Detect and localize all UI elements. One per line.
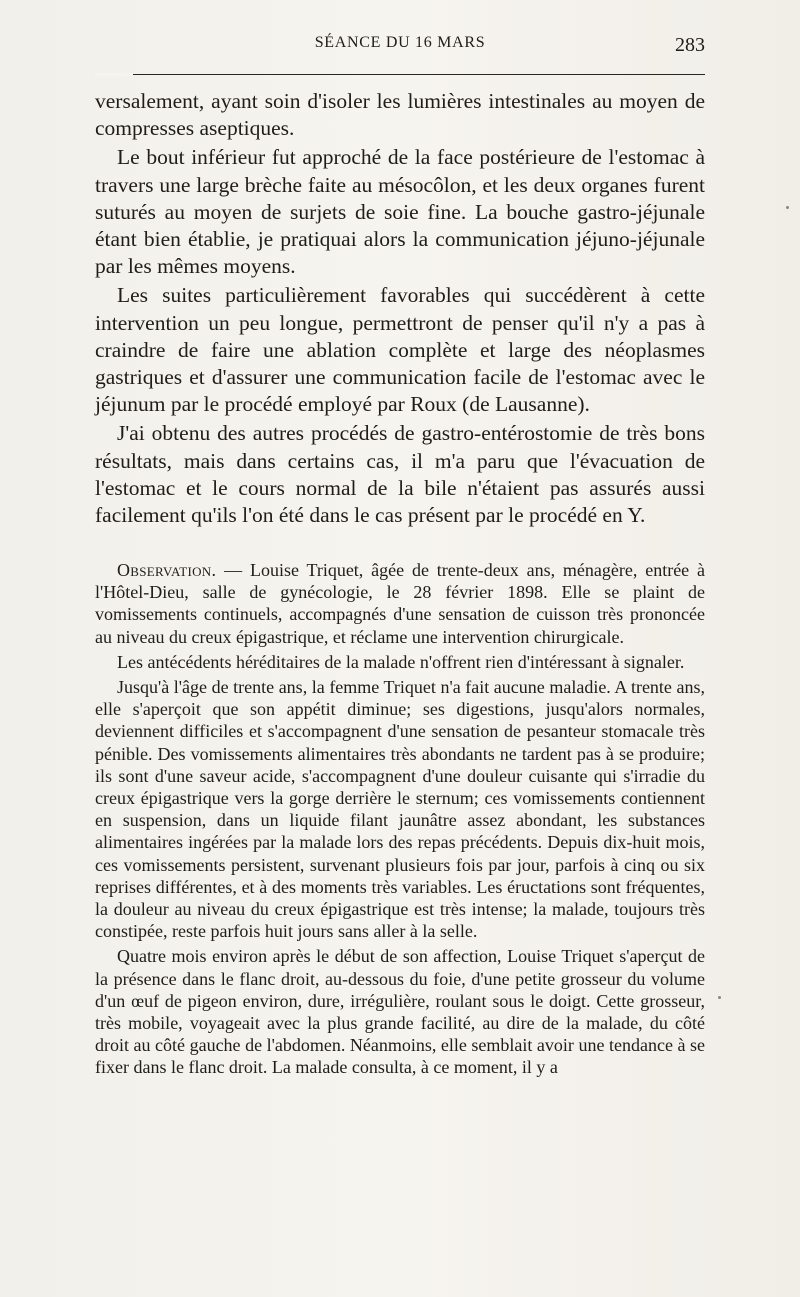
page-number: 283: [675, 34, 705, 56]
observation-paragraph: Jusqu'à l'âge de trente ans, la femme Triquet n'a fait aucune maladie. A trente ans, elle s'aperçoit que son appétit diminue; ses digestions, jusqu'alors normales, deviennent difficiles et s'accompagnent d'une sensation de pesanteur stomacale très pénible. Des vomissements alimentaires très abondants ne tardent pas à se produire; ils sont d'une saveur acide, s'accompagnent d'une douleur cuisante qui s'irradie du creux épigastrique vers la gorge derrière le sternum; ces vomissements contiennent en suspension, dans un liquide filant jaunâtre assez abondant, les substances alimentaires ingérées par la malade lors des repas précédents. Depuis dix-huit mois, ces vomissements persistent, survenant plusieurs fois par jour, parfois à cinq ou six reprises différentes, et à des moments très variables. Les éructations sont fréquentes, la douleur au niveau du creux épigastrique est très intense; la malade, toujours très constipée, reste parfois huit jours sans aller à la selle.: [95, 677, 705, 942]
observation-text: — Louise Triquet, âgée de trente-deux ans, ménagère, entrée à l'Hôtel-Dieu, salle de gynécologie, le 28 février 1898. Elle se plaint de vomissements continuels, accompagnés d'une sensation de cuisson très prononcée au niveau du creux épigastrique, et réclame une intervention chirurgicale.: [95, 560, 705, 647]
paragraph: J'ai obtenu des autres procédés de gastro-entérostomie de très bons résultats, mais dans certains cas, il m'a paru que l'évacuation de l'estomac et le cours normal de la bile n'étaient pas assurés aussi facilement qu'ils l'on été dans le cas présent par le procédé en Y.: [95, 421, 705, 528]
running-head: [95, 34, 705, 62]
paragraph: Le bout inférieur fut approché de la face postérieure de l'estomac à travers une large brèche faite au mésocôlon, et les deux organes furent suturés au moyen de surjets de soie fine. La bouche gastro-jéjunale étant bien établie, je pratiquai alors la communication jéjuno-jéjunale par les mêmes moyens.: [95, 145, 705, 279]
observation-paragraph: Les antécédents héréditaires de la malade n'offrent rien d'intéressant à signaler.: [117, 651, 685, 672]
scan-speck: [718, 996, 721, 999]
paragraph-continuation: versalement, ayant soin d'isoler les lumières intestinales au moyen de compresses aseptiques.: [95, 89, 705, 141]
scan-speck: [786, 206, 789, 209]
paragraph: Les suites particulièrement favorables qui succédèrent à cette intervention un peu longue, permettront de penser qu'il n'y a pas à craindre de faire une ablation complète et large des néoplasmes gastriques et d'assurer une communication facile de l'estomac avec le jéjunum par le procédé employé par Roux (de Lausanne).: [95, 283, 705, 417]
observation-paragraph: [95, 559, 705, 648]
observation-section: [95, 559, 705, 1082]
observation-label: Observation.: [117, 560, 217, 580]
observation-paragraph: Quatre mois environ après le début de son affection, Louise Triquet s'aperçut de la présence dans le flanc droit, au-dessous du foie, d'une petite grosseur du volume d'un œuf de pigeon environ, dure, irrégulière, roulant sous le doigt. Cette grosseur, très mobile, voyageait avec la plus grande facilité, au dire de la malade, du côté droit au côté gauche de l'abdomen. Néanmoins, elle semblait avoir une tendance à se fixer dans le flanc droit. La malade consulta, à ce moment, il y a: [95, 946, 705, 1078]
main-text: [95, 88, 705, 531]
running-title: SÉANCE DU 16 MARS: [314, 34, 486, 51]
header-rule: [95, 74, 705, 75]
